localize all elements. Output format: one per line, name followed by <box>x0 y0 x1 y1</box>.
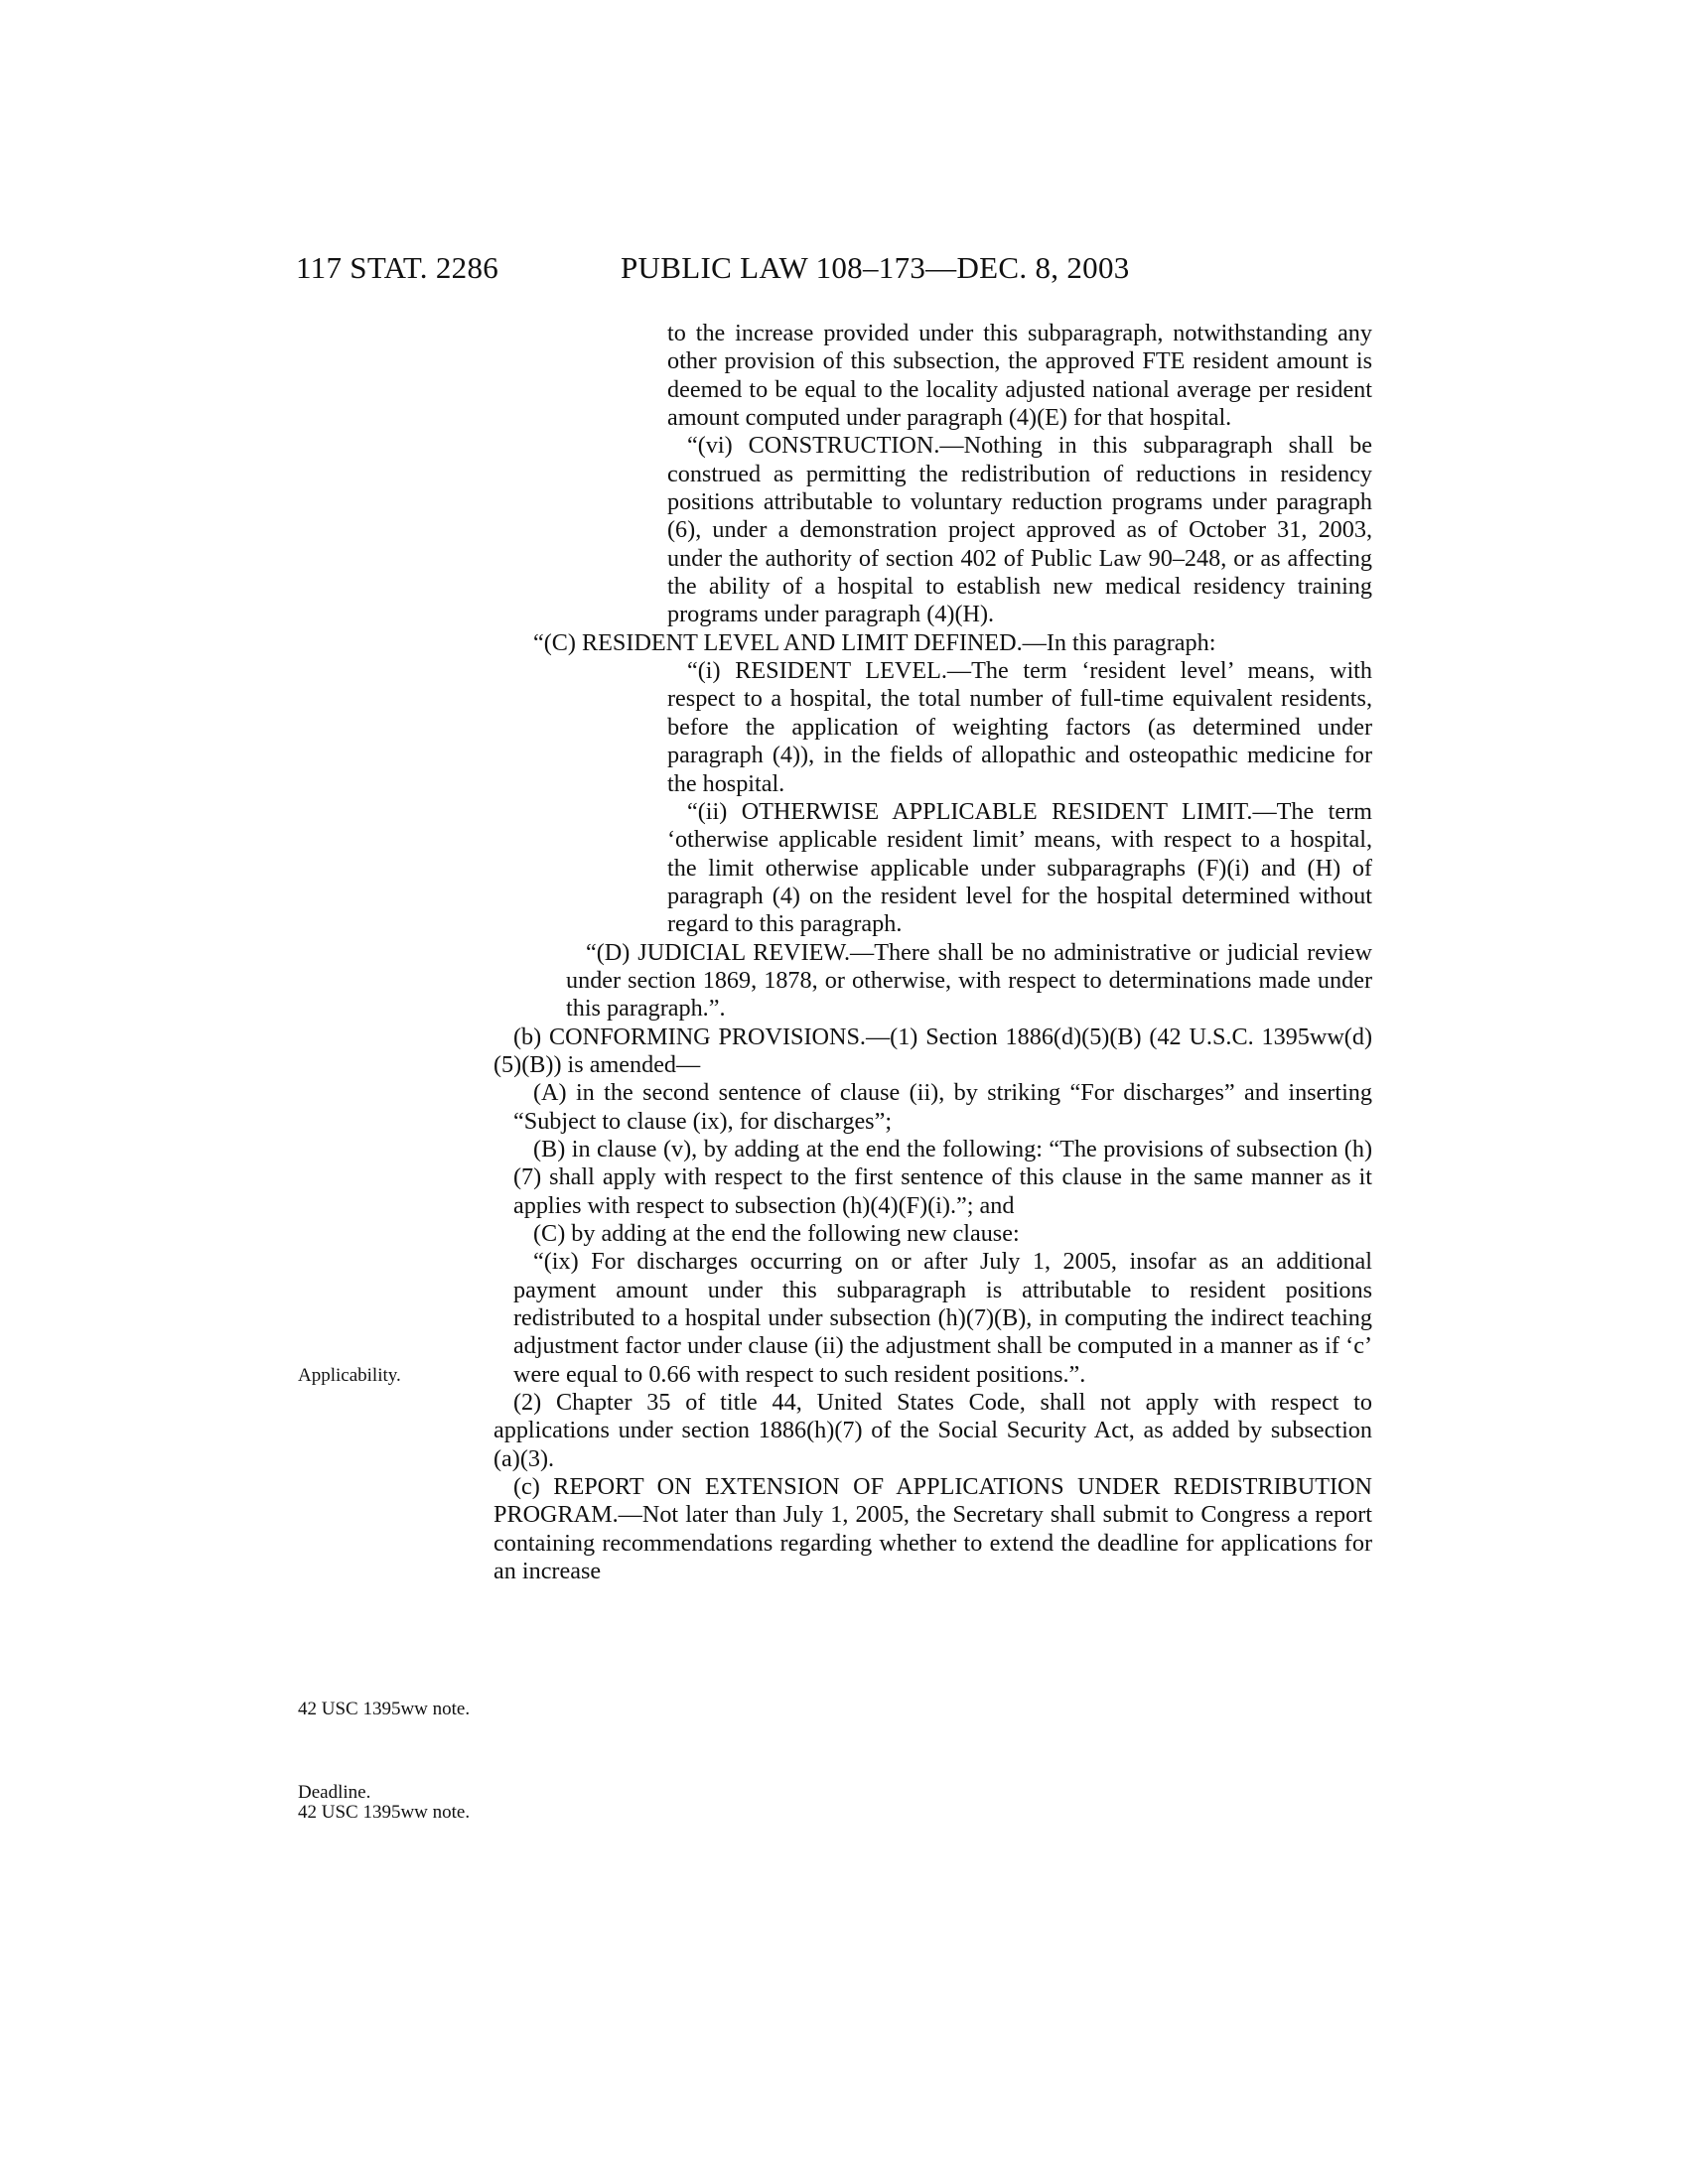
paragraph-d-judicial-review: “(D) JUDICIAL REVIEW.—There shall be no administrative or judicial review under section 1869, 1878, or otherwise, with respect to determinations made under this paragraph.”. <box>566 938 1372 1023</box>
paragraph-c-new-clause: (C) by adding at the end the following new clause: <box>533 1220 1020 1247</box>
paragraph-i-resident-level: “(i) RESIDENT LEVEL.—The term ‘resident level’ means, with respect to a hospital, the total number of full-time equivalent residents, before the application of weighting factors (as determined under paragraph (4)), in the fields of allopathic and osteopathic medicine for the hospital. <box>667 657 1372 797</box>
margin-note-usc-2: 42 USC 1395ww note. <box>298 1802 471 1823</box>
margin-note-usc-1: 42 USC 1395ww note. <box>298 1699 471 1719</box>
paragraph-c-resident-level-defined: “(C) RESIDENT LEVEL AND LIMIT DEFINED.—In this paragraph: <box>533 628 1216 656</box>
page-stat-number: 117 STAT. 2286 <box>296 250 499 285</box>
paragraph-b-conforming-provisions: (b) CONFORMING PROVISIONS.—(1) Section 1886(d)(5)(B) (42 U.S.C. 1395ww(d)(5)(B)) is amended— <box>493 1023 1372 1078</box>
paragraph-b-clause-v: (B) in clause (v), by adding at the end the following: “The provisions of subsection (h)(7) shall apply with respect to the first sentence of this clause in the same manner as it applies with respect to subsection (h)(4)(F)(i).”; and <box>513 1135 1372 1219</box>
paragraph-ix-discharges: “(ix) For discharges occurring on or after July 1, 2005, insofar as an additional payment amount under this subparagraph is attributable to resident positions redistributed to a hospital under subsection (h)(7)(B), in computing the indirect teaching adjustment factor under clause (ii) the adjustment shall be computed in a manner as if ‘c’ were equal to 0.66 with respect to such resident positions.”. <box>513 1248 1372 1388</box>
paragraph-continuation: to the increase provided under this subparagraph, notwithstanding any other provision of this subsection, the approved FTE resident amount is deemed to be equal to the locality adjusted national average per resident amount computed under paragraph (4)(E) for that hospital. <box>667 320 1372 432</box>
margin-note-applicability: Applicability. <box>298 1365 401 1386</box>
paragraph-a-second-sentence: (A) in the second sentence of clause (ii), by striking “For discharges” and inserting “Subject to clause (ix), for discharges”; <box>513 1079 1372 1135</box>
paragraph-vi-construction: “(vi) CONSTRUCTION.—Nothing in this subparagraph shall be construed as permitting the redistribution of reductions in residency positions attributable to voluntary reduction programs under paragraph (6), under a demonstration project approved as of October 31, 2003, under the authority of section 402 of Public Law 90–248, or as affecting the ability of a hospital to establish new medical residency training programs under paragraph (4)(H). <box>667 432 1372 628</box>
margin-note-deadline-group <box>298 1783 477 1823</box>
margin-note-deadline: Deadline. <box>298 1782 371 1803</box>
public-law-header: PUBLIC LAW 108–173—DEC. 8, 2003 <box>621 250 1130 285</box>
statute-body <box>493 320 1372 1585</box>
paragraph-c-report-extension: (c) REPORT ON EXTENSION OF APPLICATIONS UNDER REDISTRIBUTION PROGRAM.—Not later than July 1, 2005, the Secretary shall submit to Congress a report containing recommendations regarding whether to extend the deadline for applications for an increase <box>493 1473 1372 1585</box>
paragraph-2-chapter-35: (2) Chapter 35 of title 44, United States Code, shall not apply with respect to applications under section 1886(h)(7) of the Social Security Act, as added by subsection (a)(3). <box>493 1389 1372 1472</box>
paragraph-ii-otherwise-applicable: “(ii) OTHERWISE APPLICABLE RESIDENT LIMIT.—The term ‘otherwise applicable resident limit’ means, with respect to a hospital, the limit otherwise applicable under subparagraphs (F)(i) and (H) of paragraph (4) on the resident level for the hospital determined without regard to this paragraph. <box>667 797 1372 938</box>
